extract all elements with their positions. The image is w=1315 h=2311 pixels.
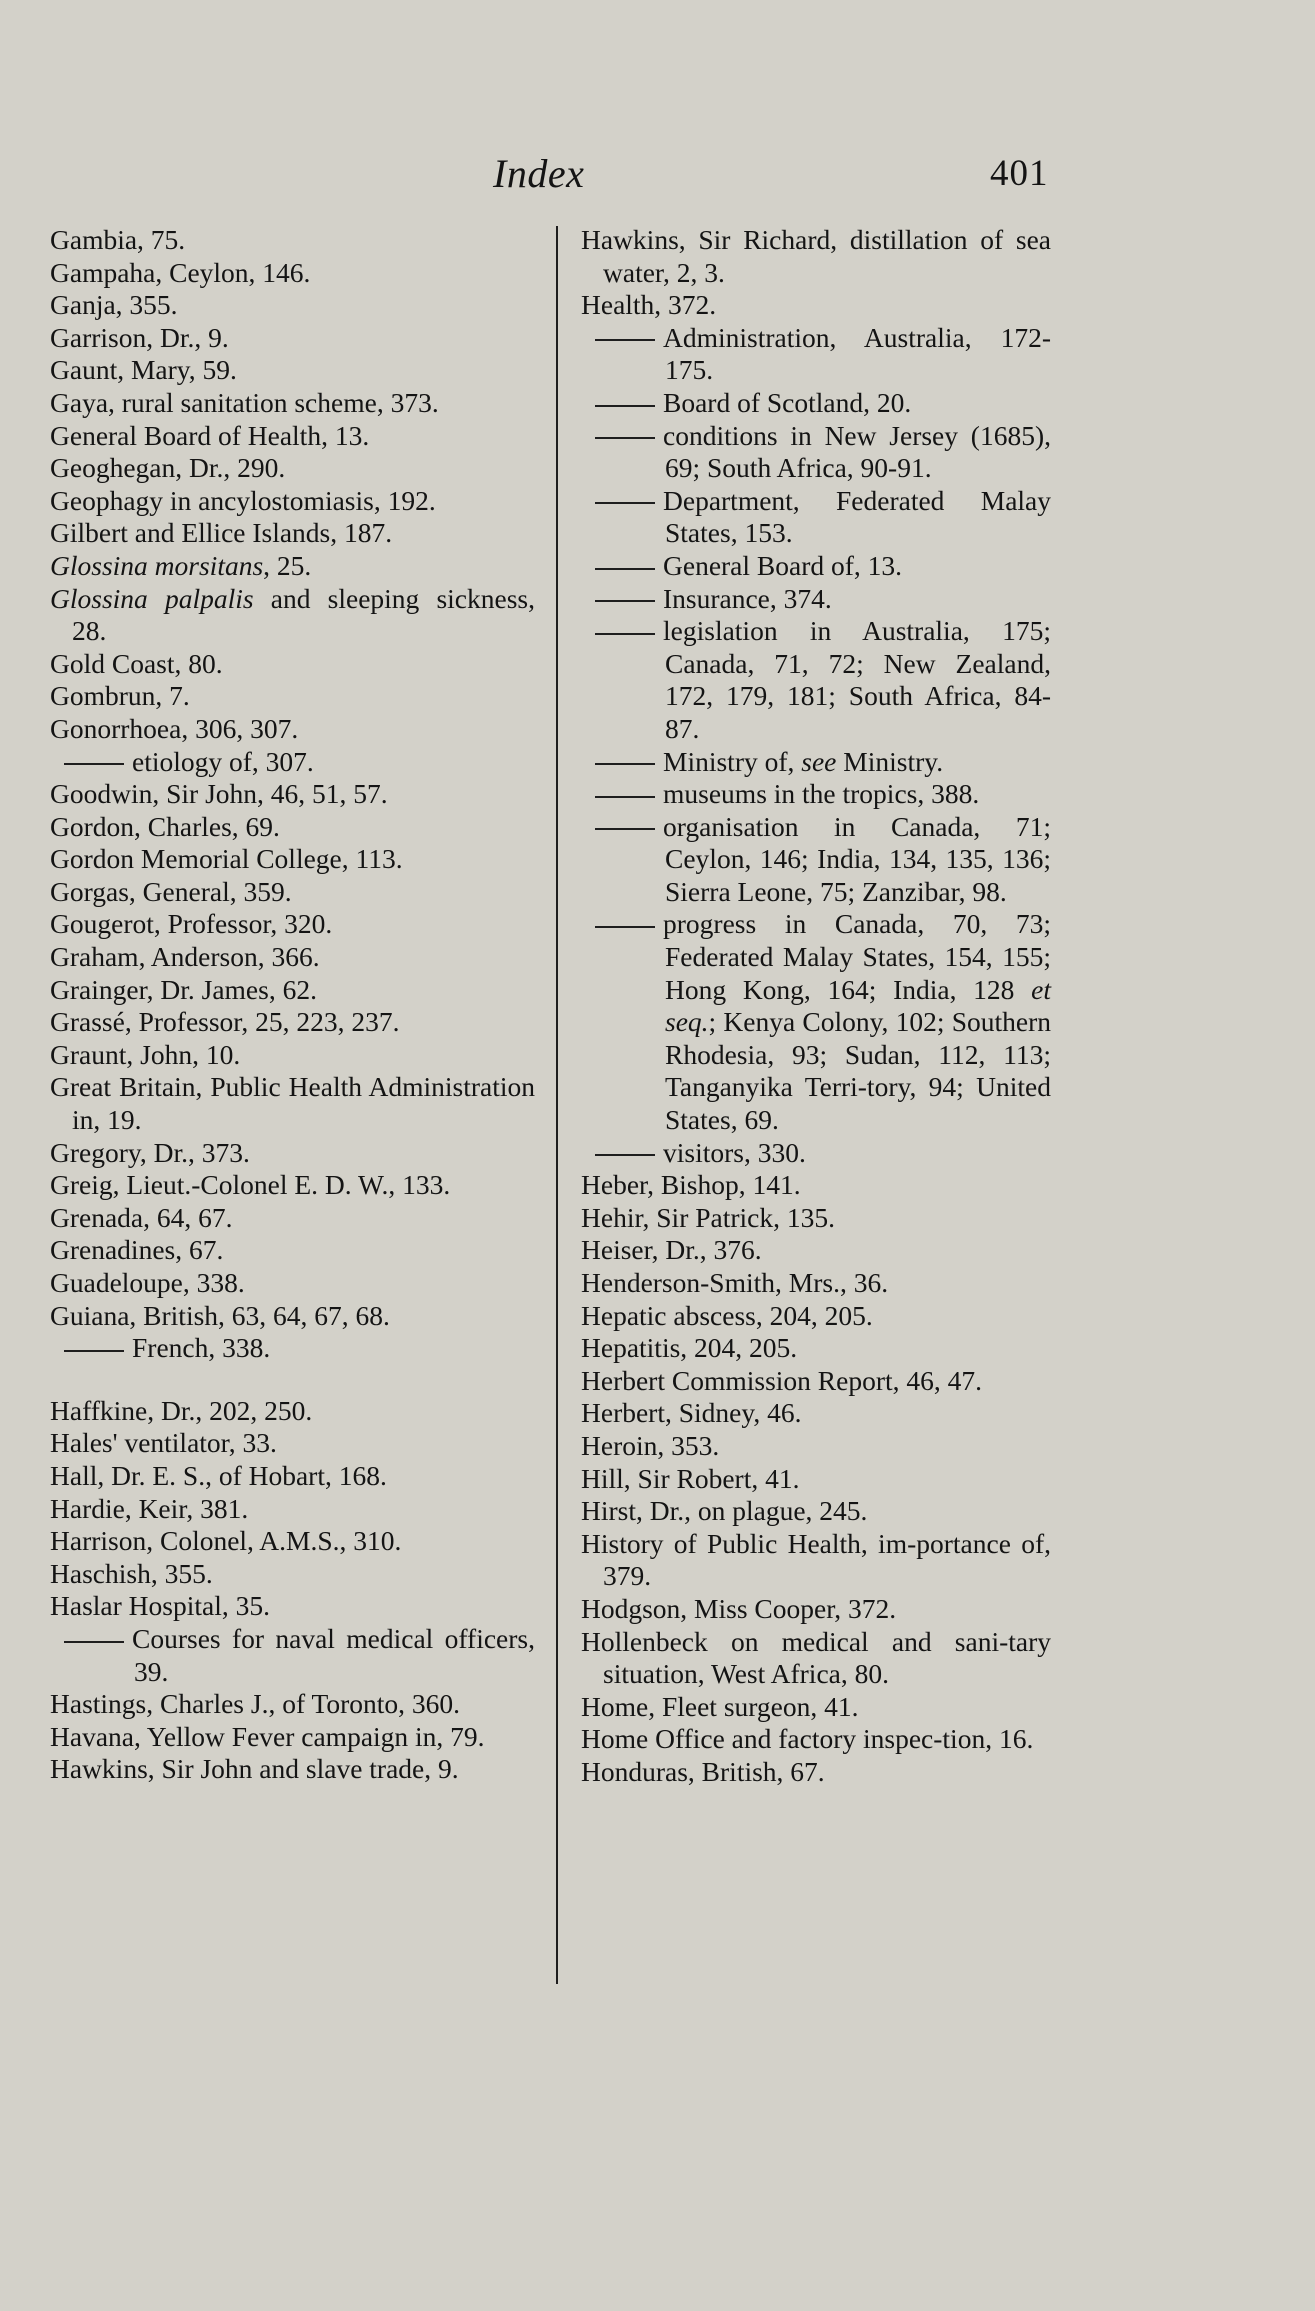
index-entry [50, 257, 535, 290]
entry-text: Goodwin, Sir John, 46, 51, 57. [50, 778, 388, 810]
index-entry [50, 778, 535, 811]
index-entry [50, 974, 535, 1007]
index-subentry [50, 1332, 535, 1365]
entry-text: Hales' ventilator, 33. [50, 1427, 277, 1459]
entry-text: Hepatic abscess, 204, 205. [581, 1299, 873, 1331]
index-entry [50, 452, 535, 485]
index-entry [50, 1267, 535, 1300]
index-subentry [50, 746, 535, 779]
entry-text: Health, 372. [581, 289, 717, 321]
index-column-left [50, 224, 535, 1786]
repeat-dash [64, 1641, 124, 1643]
italic-term: Glossina palpalis [50, 582, 254, 614]
entry-text: Home Office and factory inspec-tion, 16. [581, 1723, 1034, 1755]
entry-text: Hollenbeck on medical and sani-tary situation, West Africa, 80. [581, 1625, 1051, 1690]
index-subentry [581, 811, 1051, 909]
italic-term: et seq. [665, 973, 1051, 1038]
index-entry [50, 1202, 535, 1235]
index-entry [50, 1525, 535, 1558]
entry-text: Gaunt, Mary, 59. [50, 354, 237, 386]
entry-text: Grassé, Professor, 25, 223, 237. [50, 1006, 400, 1038]
entry-text: Home, Fleet surgeon, 41. [581, 1690, 859, 1722]
index-entry [50, 1300, 535, 1333]
index-entry [50, 908, 535, 941]
repeat-dash [595, 502, 655, 504]
entry-text: Great Britain, Public Health Administration in, 19. [50, 1071, 535, 1136]
entry-text: Grainger, Dr. James, 62. [50, 973, 317, 1005]
index-entry [50, 1234, 535, 1267]
index-entry [50, 583, 535, 648]
index-entry [50, 322, 535, 355]
index-entry [50, 550, 535, 583]
entry-text: , 25. [263, 549, 312, 581]
repeat-dash [595, 600, 655, 602]
entry-text: Greig, Lieut.-Colonel E. D. W., 133. [50, 1169, 451, 1201]
entry-text: Hawkins, Sir Richard, distillation of sea water, 2, 3. [581, 224, 1051, 288]
entry-text: Ganja, 355. [50, 289, 178, 321]
entry-text: History of Public Health, im-portance of, 379. [581, 1527, 1051, 1592]
entry-text: Gougerot, Professor, 320. [50, 908, 333, 940]
index-entry [581, 1365, 1051, 1398]
index-subentry [581, 615, 1051, 745]
entry-text: General Board of, 13. [663, 549, 903, 581]
entry-text: museums in the tropics, 388. [663, 778, 980, 810]
index-entry [50, 713, 535, 746]
letter-section-gap [50, 1365, 535, 1395]
index-entry [581, 1430, 1051, 1463]
index-entry [50, 420, 535, 453]
entry-text: Hill, Sir Robert, 41. [581, 1462, 800, 1494]
entry-text: Department, Federated Malay States, 153. [663, 484, 1051, 549]
entry-text: Gaya, rural sanitation scheme, 373. [50, 386, 439, 418]
entry-text: conditions in New Jersey (1685), 69; South Africa, 90-91. [663, 419, 1051, 484]
index-entry [50, 1071, 535, 1136]
index-entry [581, 1267, 1051, 1300]
entry-text: and sleeping sickness, 28. [72, 582, 535, 647]
index-entry [581, 1626, 1051, 1691]
index-entry [50, 843, 535, 876]
entry-text: Gold Coast, 80. [50, 647, 223, 679]
repeat-dash [595, 437, 655, 439]
page-header [0, 150, 1315, 210]
entry-text: Administration, Australia, 172-175. [663, 321, 1051, 386]
index-entry [50, 1039, 535, 1072]
repeat-dash [595, 633, 655, 635]
column-divider [556, 226, 558, 1984]
entry-text: Gonorrhoea, 306, 307. [50, 712, 299, 744]
index-entry [581, 1202, 1051, 1235]
entry-text: Insurance, 374. [663, 582, 832, 614]
index-column-right [581, 224, 1051, 1789]
repeat-dash [595, 828, 655, 830]
entry-text: Henderson-Smith, Mrs., 36. [581, 1267, 889, 1298]
repeat-dash [595, 405, 655, 407]
entry-text: Heiser, Dr., 376. [581, 1234, 762, 1266]
repeat-dash [595, 926, 655, 928]
index-entry [50, 941, 535, 974]
index-entry [581, 1495, 1051, 1528]
index-entry [50, 876, 535, 909]
entry-text: Hardie, Keir, 381. [50, 1492, 249, 1524]
repeat-dash [595, 339, 655, 341]
entry-text: Gordon Memorial College, 113. [50, 843, 403, 875]
index-entry [50, 1006, 535, 1039]
index-entry [581, 1593, 1051, 1626]
entry-text: Hastings, Charles J., of Toronto, 360. [50, 1688, 461, 1720]
entry-text: Hirst, Dr., on plague, 245. [581, 1495, 868, 1527]
index-entry [581, 1300, 1051, 1333]
index-entry [50, 1721, 535, 1754]
index-entry [50, 811, 535, 844]
index-entry [50, 1169, 535, 1202]
index-subentry [581, 322, 1051, 387]
entry-text: Geoghegan, Dr., 290. [50, 452, 286, 484]
index-entry [581, 1723, 1051, 1756]
entry-text: Guiana, British, 63, 64, 67, 68. [50, 1299, 390, 1331]
index-entry [581, 224, 1051, 289]
index-entry [50, 1688, 535, 1721]
repeat-dash [595, 568, 655, 570]
entry-text: Haffkine, Dr., 202, 250. [50, 1394, 313, 1426]
entry-text: Ministry of, [663, 745, 802, 777]
entry-text: Graunt, John, 10. [50, 1038, 241, 1070]
entry-text: Gorgas, General, 359. [50, 875, 292, 907]
entry-text: French, 338. [132, 1332, 271, 1364]
entry-text: Haschish, 355. [50, 1557, 213, 1589]
entry-text: Heber, Bishop, 141. [581, 1169, 801, 1201]
index-subentry [581, 387, 1051, 420]
entry-text: Gordon, Charles, 69. [50, 810, 280, 842]
entry-text-tail: ; Kenya Colony, 102; Southern Rhodesia, 93; Sudan, 112, 113; Tanganyika Terri-tory, 94; United States, 69. [665, 1006, 1051, 1136]
index-entry [581, 1169, 1051, 1202]
index-entry [581, 1756, 1051, 1789]
entry-text: Heroin, 353. [581, 1429, 720, 1461]
entry-text: etiology of, 307. [132, 745, 314, 777]
entry-text: Hodgson, Miss Cooper, 372. [581, 1592, 897, 1624]
index-entry [50, 1395, 535, 1428]
repeat-dash [64, 1350, 124, 1352]
index-entry [50, 1137, 535, 1170]
entry-text: progress in Canada, 70, 73; Federated Malay States, 154, 155; Hong Kong, 164; India, 128 [663, 908, 1051, 1005]
entry-text: Herbert Commission Report, 46, 47. [581, 1364, 983, 1396]
entry-text: Herbert, Sidney, 46. [581, 1397, 802, 1429]
entry-text: Gilbert and Ellice Islands, 187. [50, 517, 393, 549]
entry-text: Courses for naval medical officers, 39. [132, 1622, 535, 1687]
entry-text: Graham, Anderson, 366. [50, 941, 320, 973]
index-entry [50, 517, 535, 550]
index-entry [50, 1493, 535, 1526]
entry-text: Board of Scotland, 20. [663, 386, 912, 418]
index-entry [581, 1332, 1051, 1365]
index-entry [50, 1427, 535, 1460]
index-entry [50, 680, 535, 713]
index-subentry [581, 550, 1051, 583]
index-entry [50, 1460, 535, 1493]
repeat-dash [595, 796, 655, 798]
entry-text: Gambia, 75. [50, 224, 186, 255]
entry-text: Guadeloupe, 338. [50, 1267, 245, 1298]
index-subentry [581, 1137, 1051, 1170]
entry-text: Gampaha, Ceylon, 146. [50, 256, 311, 288]
entry-text: Hawkins, Sir John and slave trade, 9. [50, 1753, 459, 1785]
entry-text: Garrison, Dr., 9. [50, 321, 229, 353]
entry-text: Grenada, 64, 67. [50, 1201, 233, 1233]
page-number: 401 [990, 153, 1049, 194]
entry-text: Gregory, Dr., 373. [50, 1136, 250, 1168]
entry-text: Harrison, Colonel, A.M.S., 310. [50, 1525, 402, 1557]
index-entry [581, 289, 1051, 322]
index-entry [581, 1463, 1051, 1496]
index-entry [50, 485, 535, 518]
entry-text: Honduras, British, 67. [581, 1755, 825, 1787]
entry-text: Grenadines, 67. [50, 1234, 224, 1266]
index-subentry [581, 908, 1051, 1136]
entry-text: Gombrun, 7. [50, 680, 190, 712]
entry-text: visitors, 330. [663, 1136, 806, 1168]
index-subentry [50, 1623, 535, 1688]
index-entry [581, 1234, 1051, 1267]
entry-text: Havana, Yellow Fever campaign in, 79. [50, 1720, 485, 1752]
index-subentry [581, 485, 1051, 550]
entry-text-tail: Ministry. [836, 745, 944, 777]
italic-term: Glossina morsitans [50, 549, 264, 581]
entry-text: Hepatitis, 204, 205. [581, 1332, 798, 1364]
index-subentry [581, 583, 1051, 616]
repeat-dash [595, 1154, 655, 1156]
entry-text: Hehir, Sir Patrick, 135. [581, 1201, 835, 1233]
index-entry [581, 1397, 1051, 1430]
index-subentry [581, 778, 1051, 811]
entry-text: legislation in Australia, 175; Canada, 71, 72; New Zealand, 172, 179, 181; South Africa, 84-87. [663, 615, 1051, 744]
index-entry [50, 1590, 535, 1623]
index-subentry [581, 746, 1051, 779]
repeat-dash [64, 763, 124, 765]
index-entry [50, 224, 535, 257]
index-entry [50, 648, 535, 681]
page-title: Index [493, 151, 585, 196]
entry-text: organisation in Canada, 71; Ceylon, 146; India, 134, 135, 136; Sierra Leone, 75; Zanzibar, 98. [663, 810, 1051, 907]
entry-text: Haslar Hospital, 35. [50, 1590, 270, 1622]
index-entry [50, 289, 535, 322]
index-entry [50, 1558, 535, 1591]
entry-text: General Board of Health, 13. [50, 419, 370, 451]
index-entry [50, 1753, 535, 1786]
repeat-dash [595, 763, 655, 765]
italic-term: see [801, 745, 837, 777]
index-entry [581, 1528, 1051, 1593]
index-subentry [581, 420, 1051, 485]
index-entry [581, 1691, 1051, 1724]
index-entry [50, 354, 535, 387]
entry-text: Geophagy in ancylostomiasis, 192. [50, 484, 436, 516]
entry-text: Hall, Dr. E. S., of Hobart, 168. [50, 1459, 387, 1491]
index-entry [50, 387, 535, 420]
